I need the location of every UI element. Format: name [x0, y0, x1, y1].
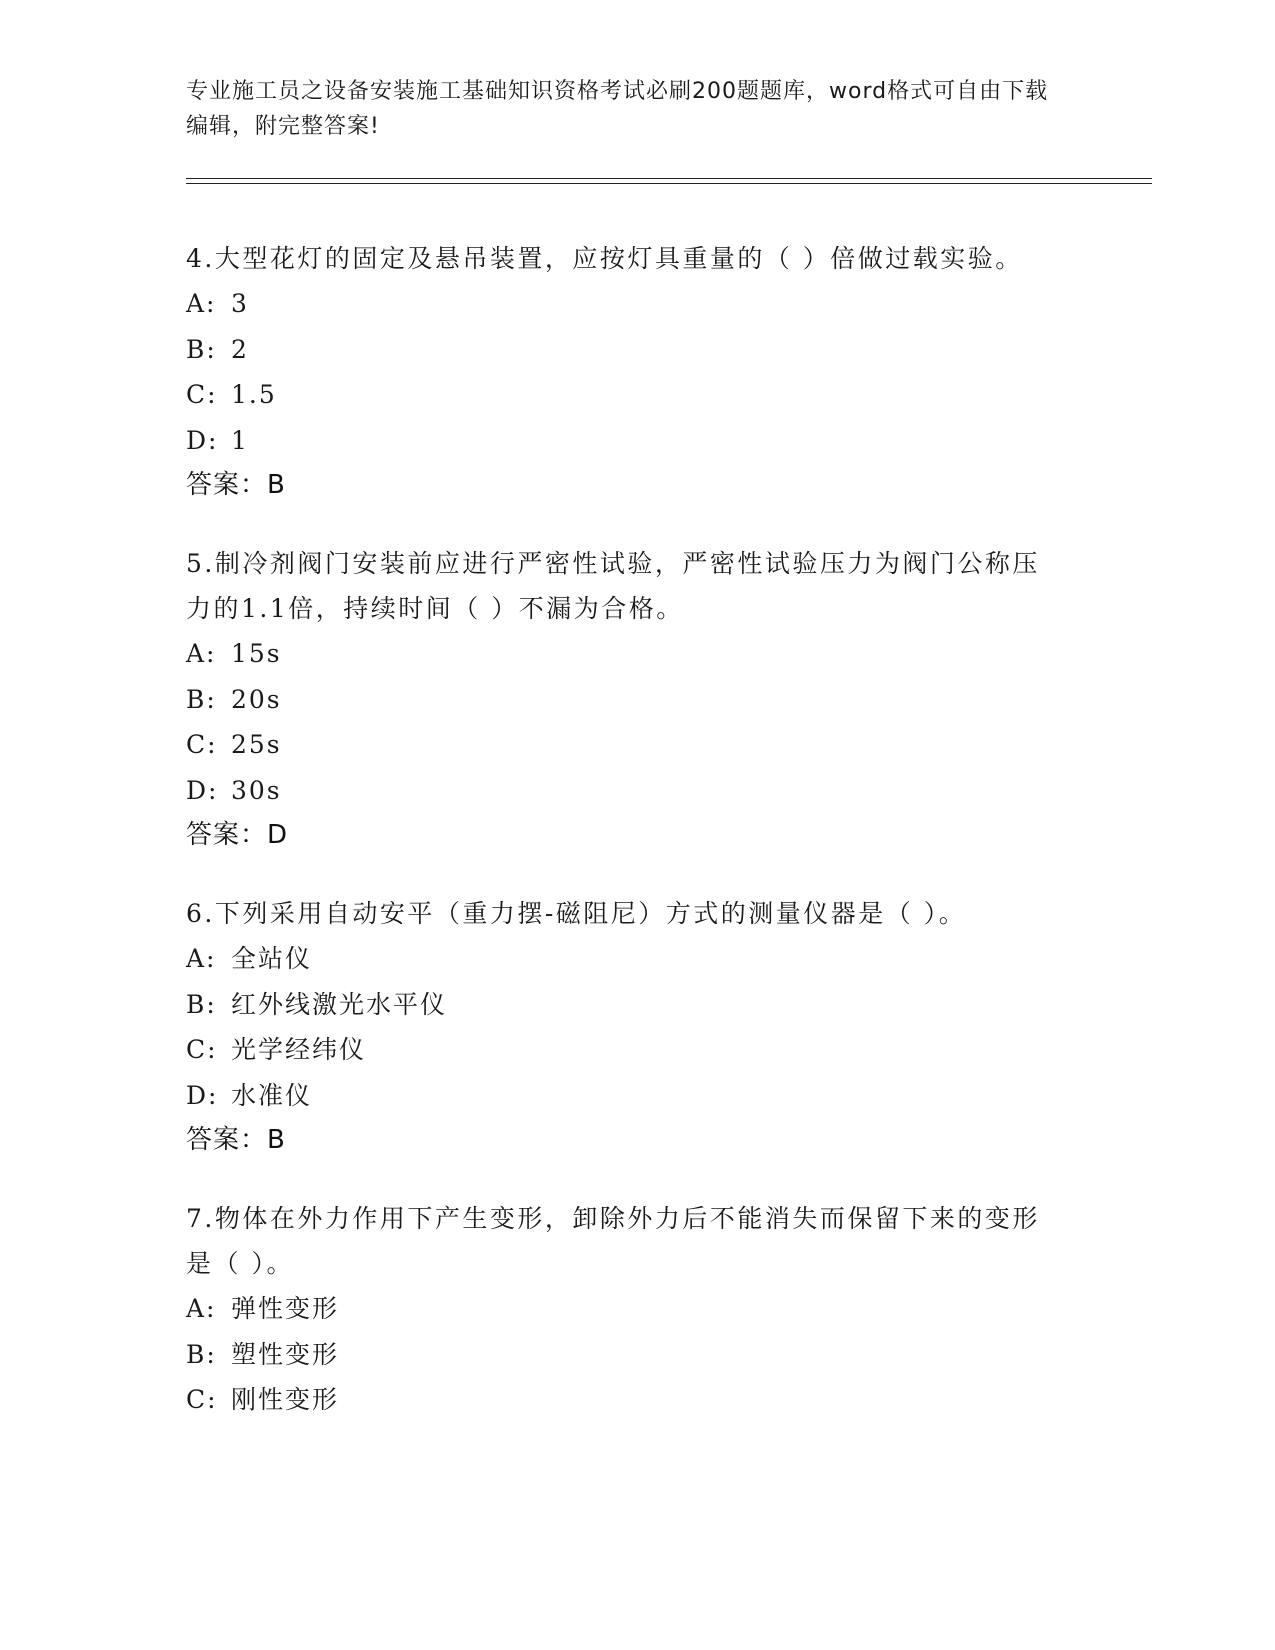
option-letter: B:	[186, 1339, 217, 1369]
option-letter: D:	[186, 1080, 219, 1110]
option-c	[186, 1027, 1066, 1073]
option-text: 30s	[231, 775, 282, 805]
question-stem: 6.下列采用自动安平（重力摆-磁阻尼）方式的测量仪器是（ ）。	[186, 899, 967, 928]
option-letter: A:	[186, 944, 217, 973]
option-a	[186, 936, 1066, 982]
option-text: 刚性变形	[231, 1385, 340, 1414]
question-7	[186, 1196, 1066, 1423]
option-letter: B:	[186, 989, 217, 1019]
option-b	[186, 327, 1066, 373]
option-d	[186, 768, 1066, 814]
option-text: 2	[231, 334, 249, 364]
question-6	[186, 891, 1066, 1162]
question-4	[186, 236, 1066, 507]
option-text: 1	[231, 425, 249, 455]
option-text: 25s	[231, 730, 282, 759]
option-a	[186, 631, 1066, 677]
option-b	[186, 677, 1066, 723]
option-text: 水准仪	[231, 1080, 313, 1110]
option-c	[186, 722, 1066, 768]
option-letter: C:	[186, 1035, 218, 1064]
option-text: 3	[231, 289, 249, 318]
option-text: 全站仪	[231, 944, 313, 973]
document-header-title: 专业施工员之设备安装施工基础知识资格考试必刷200题题库，word格式可自由下载编辑，附完整答案!	[186, 79, 1049, 139]
option-text: 弹性变形	[231, 1294, 340, 1323]
option-d	[186, 418, 1066, 464]
question-stem: 7.物体在外力作用下产生变形，卸除外力后不能消失而保留下来的变形是（ ）。	[186, 1204, 1040, 1278]
answer-line: 答案：D	[186, 820, 289, 850]
header-divider-bottom	[186, 183, 1152, 184]
option-d	[186, 1073, 1066, 1119]
option-letter: B:	[186, 684, 217, 714]
option-letter: A:	[186, 639, 217, 668]
option-letter: C:	[186, 1385, 218, 1414]
option-a	[186, 281, 1066, 327]
question-5	[186, 541, 1066, 857]
option-text: 1.5	[231, 380, 277, 409]
option-text: 20s	[231, 684, 282, 714]
question-stem: 5.制冷剂阀门安装前应进行严密性试验，严密性试验压力为阀门公称压力的1.1倍，持续时间（ ）不漏为合格。	[186, 549, 1040, 623]
option-c	[186, 1377, 1066, 1423]
header-divider-top	[186, 178, 1152, 179]
option-b	[186, 1332, 1066, 1378]
question-list	[186, 236, 1066, 1457]
answer-line: 答案：B	[186, 470, 286, 500]
option-text: 塑性变形	[231, 1339, 340, 1369]
option-letter: D:	[186, 775, 219, 805]
option-text: 光学经纬仪	[231, 1035, 367, 1064]
option-letter: A:	[186, 289, 217, 318]
option-text: 红外线激光水平仪	[231, 989, 448, 1019]
option-letter: D:	[186, 425, 219, 455]
option-letter: C:	[186, 730, 218, 759]
answer-line: 答案：B	[186, 1125, 286, 1155]
option-b	[186, 982, 1066, 1028]
option-text: 15s	[231, 639, 282, 668]
option-c	[186, 372, 1066, 418]
option-a	[186, 1286, 1066, 1332]
option-letter: A:	[186, 1294, 217, 1323]
option-letter: C:	[186, 380, 218, 409]
option-letter: B:	[186, 334, 217, 364]
question-stem: 4.大型花灯的固定及悬吊装置，应按灯具重量的（ ）倍做过载实验。	[186, 244, 1023, 273]
